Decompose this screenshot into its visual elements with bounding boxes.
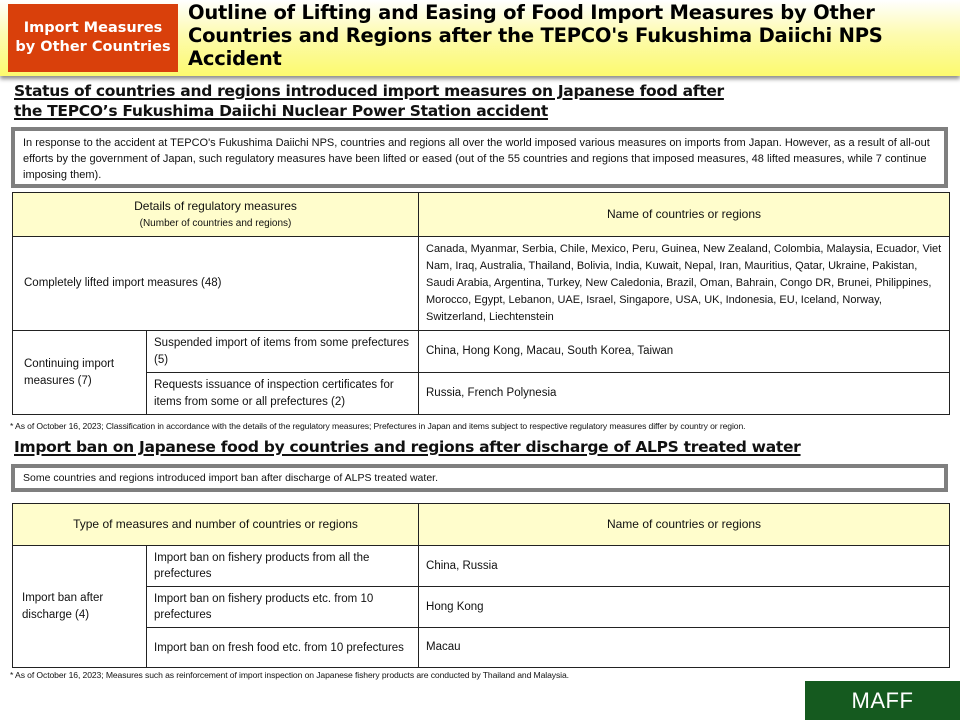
footnote-section2: * As of October 16, 2023; Measures such as reinforcement of import inspection on Japanese fishery products are conducted by Thailand and Malaysia. (10, 670, 569, 680)
table-row (13, 237, 950, 331)
category-continuing: Continuing import measures (7) (13, 331, 147, 415)
header-names: Name of countries or regions (419, 504, 950, 546)
measure-suspended: Suspended import of items from some prefectures (5) (147, 331, 419, 373)
summary-callout: In response to the accident at TEPCO's Fukushima Daiichi NPS, countries and regions all over the world imposed various measures on imports from Japan. However, as a result of all-out efforts by the government of Japan, such regulatory measures have been lifted or eased (out of the 55 countries and regions that imposed measures, 48 lifted measures, while 7 continue imposing them). (11, 127, 948, 188)
table-row (13, 587, 950, 628)
countries-fishery-all: China, Russia (419, 546, 950, 587)
table-row (13, 628, 950, 668)
regulatory-measures-table (12, 192, 950, 415)
header-details-label: Details of regulatory measures (134, 198, 297, 213)
countries-lifted: Canada, Myanmar, Serbia, Chile, Mexico, Peru, Guinea, New Zealand, Colombia, Malaysia, Ecuador, Viet Nam, Iraq, Australia, Thailand, Bolivia, India, Kuwait, Nepal, Iran, Mauritius, Qatar, Ukraine, Pakistan, Saudi Arabia, Argentina, Turkey, New Caledonia, Brazil, Oman, Bahrain, Congo DR, Brunei, Philippines, Morocco, Egypt, Lebanon, UAE, Israel, Singapore, USA, UK, Indonesia, EU, Iceland, Norway, Switzerland, Liechtenstein (419, 237, 950, 331)
measure-fishery-all: Import ban on fishery products from all the prefectures (147, 546, 419, 587)
measure-fishery-10: Import ban on fishery products etc. from 10 prefectures (147, 587, 419, 628)
header-names: Name of countries or regions (419, 193, 950, 237)
countries-fresh-food-10: Macau (419, 628, 950, 668)
page-title: Outline of Lifting and Easing of Food Import Measures by Other Countries and Regions after the TEPCO's Fukushima Daiichi NPS Accident (188, 1, 883, 70)
alps-callout: Some countries and regions introduced import ban after discharge of ALPS treated water. (11, 464, 948, 492)
category-import-ban: Import ban after discharge (4) (13, 546, 147, 668)
countries-fishery-10: Hong Kong (419, 587, 950, 628)
section-heading-fukushima: Status of countries and regions introduced import measures on Japanese food after the TEPCO’s Fukushima Daiichi Nuclear Power Station accident (14, 82, 724, 120)
measure-fresh-food-10: Import ban on fresh food etc. from 10 prefectures (147, 628, 419, 668)
countries-suspended: China, Hong Kong, Macau, South Korea, Taiwan (419, 331, 950, 373)
maff-logo: MAFF (805, 681, 960, 720)
measure-certificates: Requests issuance of inspection certificates for items from some or all prefectures (2) (147, 373, 419, 415)
table-row (13, 546, 950, 587)
table-row (13, 331, 950, 373)
category-lifted: Completely lifted import measures (48) (13, 237, 419, 331)
countries-certificates: Russia, French Polynesia (419, 373, 950, 415)
header-banner (0, 0, 960, 76)
header-details-sublabel: (Number of countries and regions) (139, 217, 292, 229)
section-heading-alps: Import ban on Japanese food by countries and regions after discharge of ALPS treated water (14, 438, 801, 456)
header-type: Type of measures and number of countries or regions (13, 504, 419, 546)
footnote-section1: * As of October 16, 2023; Classification in accordance with the details of the regulatory measures; Prefectures in Japan and items subject to respective regulatory measures differ by country or region. (10, 421, 746, 431)
import-ban-table (12, 503, 950, 668)
category-badge: Import Measures by Other Countries (8, 4, 178, 72)
table-header-row (13, 193, 950, 237)
header-details (13, 193, 419, 237)
table-header-row (13, 504, 950, 546)
table-row (13, 373, 950, 415)
